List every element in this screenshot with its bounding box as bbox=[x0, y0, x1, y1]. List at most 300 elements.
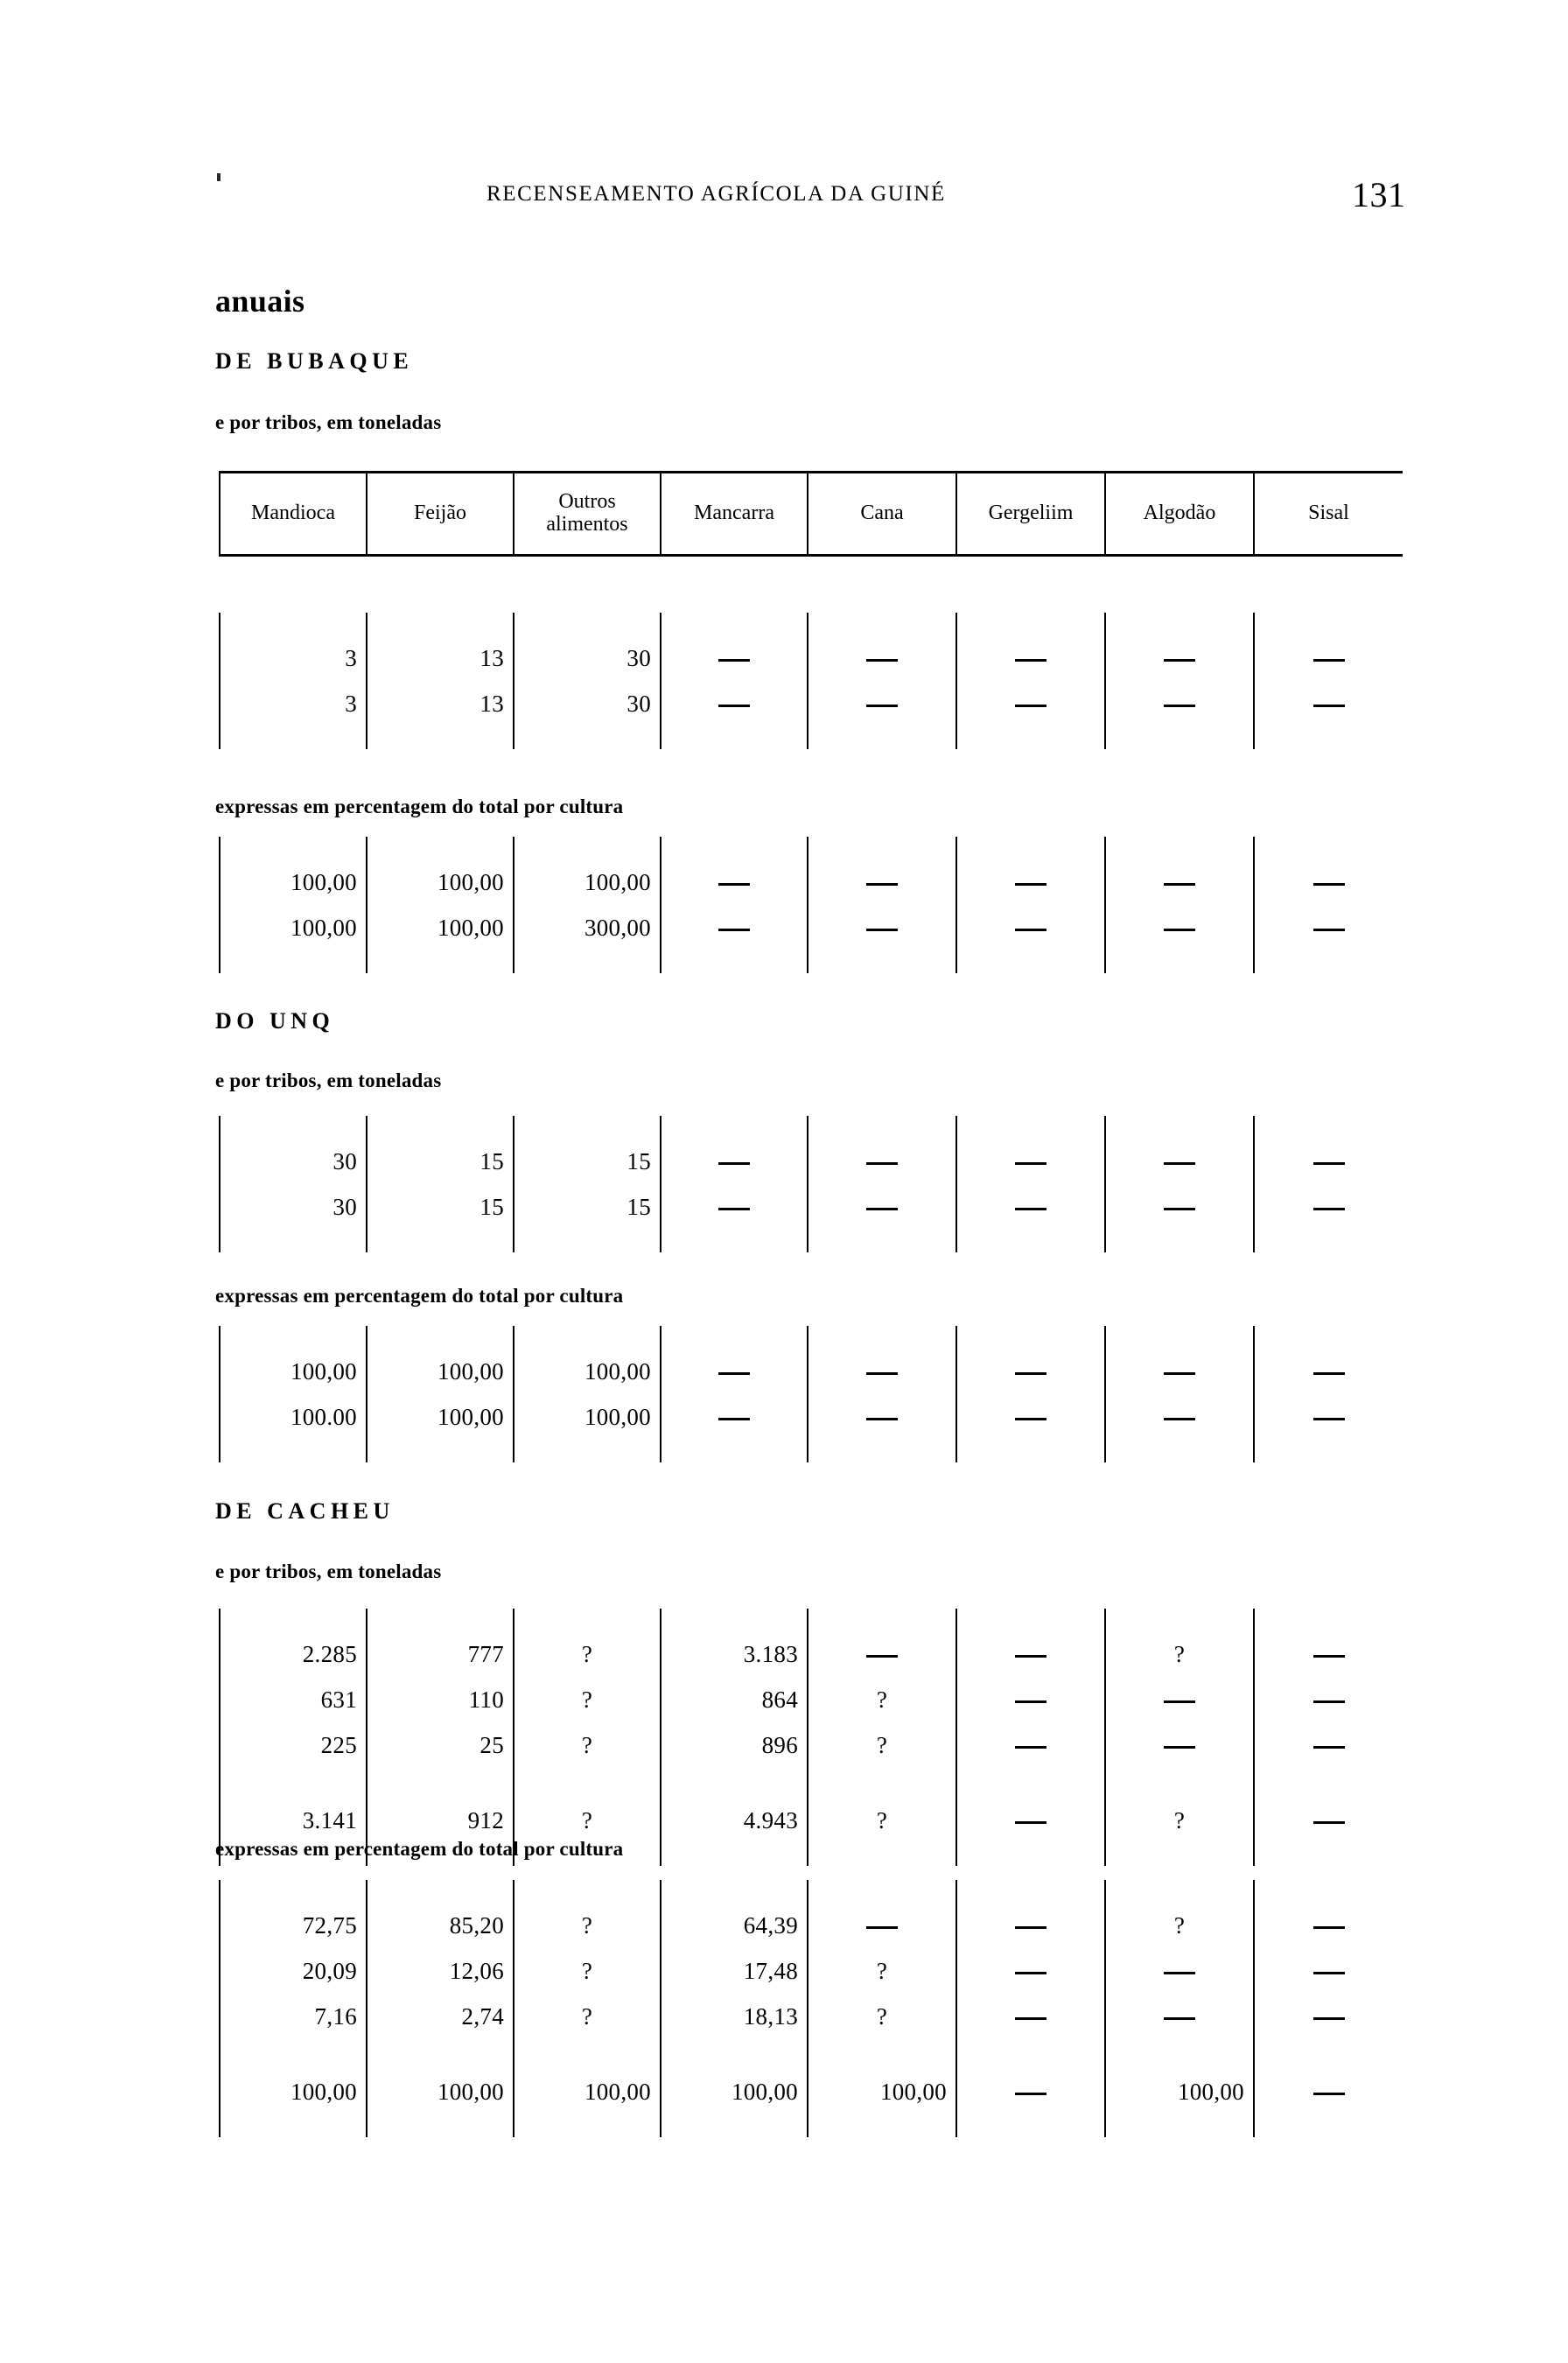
table-pad-row bbox=[220, 1609, 1403, 1631]
column-header-label: Gergeliim bbox=[988, 501, 1074, 525]
dash-icon bbox=[1164, 1746, 1195, 1749]
table-pad-cell bbox=[661, 1609, 808, 1631]
table-pad-cell bbox=[808, 950, 956, 973]
table-cell-value: 100,00 bbox=[367, 1349, 514, 1394]
table-cell-dash bbox=[1254, 859, 1403, 905]
table-row bbox=[220, 1903, 1403, 1948]
dash-icon bbox=[718, 883, 750, 886]
table-pad-cell bbox=[514, 1230, 661, 1252]
table-pad-row bbox=[220, 1230, 1403, 1252]
dash-icon bbox=[1313, 1746, 1345, 1749]
table-cell-dash bbox=[1254, 1349, 1403, 1394]
dash-icon bbox=[1313, 1926, 1345, 1929]
table-cell-unknown bbox=[514, 1994, 661, 2039]
table-cell-unknown bbox=[514, 1631, 661, 1677]
table-cell-dash bbox=[1254, 905, 1403, 950]
table-cell-dash bbox=[1105, 905, 1254, 950]
table-cell-value: 15 bbox=[367, 1184, 514, 1230]
dash-icon bbox=[866, 883, 898, 886]
table-pad-cell bbox=[661, 726, 808, 749]
table-cell-dash bbox=[661, 635, 808, 681]
table-cell-value: 100,00 bbox=[220, 859, 367, 905]
table-pad-cell bbox=[514, 1880, 661, 1903]
table-cell-value: 30 bbox=[514, 681, 661, 726]
column-header-outros-alimentos bbox=[514, 473, 661, 556]
dash-icon bbox=[1164, 1208, 1195, 1210]
table-pad-cell bbox=[1254, 1609, 1403, 1631]
question-mark-icon: ? bbox=[581, 2002, 593, 2030]
table-spacer-row bbox=[220, 1768, 1403, 1798]
table-pad-row bbox=[220, 613, 1403, 635]
table-pad-cell bbox=[1254, 726, 1403, 749]
table-pad-cell bbox=[661, 2114, 808, 2137]
table-row bbox=[220, 905, 1403, 950]
table-cell-dash bbox=[956, 1798, 1105, 1843]
table-cell-value: 30 bbox=[220, 1139, 367, 1184]
table-cell-dash bbox=[956, 1677, 1105, 1722]
page-number: 131 bbox=[1352, 175, 1406, 214]
table-pad-cell bbox=[1105, 613, 1254, 635]
question-mark-icon: ? bbox=[876, 1731, 888, 1758]
table-pad-cell bbox=[367, 726, 514, 749]
table-pad-cell bbox=[220, 1326, 367, 1349]
table-pad-cell bbox=[220, 613, 367, 635]
table-row bbox=[220, 1994, 1403, 2039]
table-cell-value: 4.943 bbox=[661, 1798, 808, 1843]
dash-icon bbox=[866, 1655, 898, 1658]
table-spacer-cell bbox=[808, 1768, 956, 1798]
dash-icon bbox=[1015, 1655, 1046, 1658]
section-heading-cacheu: DE CACHEU bbox=[215, 1498, 395, 1524]
table-pad-cell bbox=[1254, 1326, 1403, 1349]
table-pad-cell bbox=[514, 726, 661, 749]
table-cell-dash bbox=[1105, 1184, 1254, 1230]
dash-icon bbox=[866, 1418, 898, 1420]
column-header-label: Feijão bbox=[414, 501, 466, 525]
subheading-tonnage-unq: e por tribos, em toneladas bbox=[215, 1069, 442, 1091]
table-cell-unknown bbox=[1105, 1903, 1254, 1948]
table-cell-dash bbox=[956, 2069, 1105, 2114]
table-cell-dash bbox=[956, 1184, 1105, 1230]
table-pad-row bbox=[220, 726, 1403, 749]
table-pad-cell bbox=[956, 726, 1105, 749]
table-pad-row bbox=[220, 1116, 1403, 1139]
table-pad-cell bbox=[1254, 613, 1403, 635]
table-pad-cell bbox=[808, 1880, 956, 1903]
table-pad-cell bbox=[956, 1609, 1105, 1631]
table-cell-dash bbox=[1105, 1394, 1254, 1440]
table-cacheu-percentage bbox=[219, 1880, 1403, 2137]
table-spacer-cell bbox=[956, 2039, 1105, 2069]
table-pad-cell bbox=[1105, 1230, 1254, 1252]
table-cell-dash bbox=[808, 1903, 956, 1948]
table-spacer-cell bbox=[514, 2039, 661, 2069]
table-cell-value: 100,00 bbox=[1105, 2069, 1254, 2114]
table-cell-dash bbox=[1105, 1677, 1254, 1722]
table-spacer-cell bbox=[367, 2039, 514, 2069]
table-pad-cell bbox=[661, 1440, 808, 1462]
table-pad-cell bbox=[367, 613, 514, 635]
running-head-title: RECENSEAMENTO AGRÍCOLA DA GUINÉ bbox=[486, 182, 946, 206]
dash-icon bbox=[866, 705, 898, 707]
table-pad-cell bbox=[367, 1880, 514, 1903]
table-spacer-cell bbox=[514, 1768, 661, 1798]
table-cell-value: 100,00 bbox=[514, 1394, 661, 1440]
dash-icon bbox=[1313, 2093, 1345, 2095]
table-pad-cell bbox=[661, 1116, 808, 1139]
table-pad-cell bbox=[808, 2114, 956, 2137]
table-cell-dash bbox=[956, 1139, 1105, 1184]
table-cell-dash bbox=[1254, 1631, 1403, 1677]
table-cell-dash bbox=[1105, 1722, 1254, 1768]
dash-icon bbox=[718, 659, 750, 662]
table-row bbox=[220, 1349, 1403, 1394]
table-pad-cell bbox=[1254, 1843, 1403, 1866]
question-mark-icon: ? bbox=[581, 1731, 593, 1758]
table-cell-unknown bbox=[808, 1948, 956, 1994]
table-pad-cell bbox=[1105, 1116, 1254, 1139]
table-pad-cell bbox=[1105, 1843, 1254, 1866]
table-pad-cell bbox=[1254, 837, 1403, 859]
table-cell-dash bbox=[1254, 1722, 1403, 1768]
subheading-percentage-cacheu: expressas em percentagem do total por cultura bbox=[215, 1838, 624, 1860]
table-cell-value: 896 bbox=[661, 1722, 808, 1768]
table-cell-dash bbox=[1105, 1139, 1254, 1184]
column-header-sisal bbox=[1254, 473, 1403, 556]
table-cell-value: 100,00 bbox=[514, 1349, 661, 1394]
dash-icon bbox=[718, 929, 750, 931]
table-cell-value: 2,74 bbox=[367, 1994, 514, 2039]
table-cell-unknown bbox=[1105, 1798, 1254, 1843]
table-pad-cell bbox=[661, 837, 808, 859]
table-cell-value: 25 bbox=[367, 1722, 514, 1768]
dash-icon bbox=[1015, 705, 1046, 707]
table-cell-value: 100,00 bbox=[808, 2069, 956, 2114]
table-cell-value: 300,00 bbox=[514, 905, 661, 950]
table-cell-value: 17,48 bbox=[661, 1948, 808, 1994]
dash-icon bbox=[866, 1208, 898, 1210]
table-row bbox=[220, 1798, 1403, 1843]
table-cell-value: 15 bbox=[514, 1139, 661, 1184]
table-row bbox=[220, 635, 1403, 681]
dash-icon bbox=[1313, 929, 1345, 931]
table-pad-cell bbox=[367, 1116, 514, 1139]
table-pad-cell bbox=[808, 1609, 956, 1631]
table-pad-cell bbox=[661, 950, 808, 973]
dash-icon bbox=[866, 1926, 898, 1929]
table-pad-cell bbox=[514, 2114, 661, 2137]
dash-icon bbox=[1313, 1208, 1345, 1210]
table-cell-dash bbox=[1254, 1994, 1403, 2039]
table-cell-dash bbox=[661, 1139, 808, 1184]
table-pad-cell bbox=[956, 1843, 1105, 1866]
table-row bbox=[220, 1394, 1403, 1440]
table-pad-cell bbox=[956, 1880, 1105, 1903]
table-cell-unknown bbox=[514, 1948, 661, 1994]
table-cell-dash bbox=[808, 1349, 956, 1394]
table-pad-cell bbox=[220, 1880, 367, 1903]
dash-icon bbox=[1313, 1162, 1345, 1165]
table-cell-dash bbox=[956, 1349, 1105, 1394]
table-cell-value: 72,75 bbox=[220, 1903, 367, 1948]
table-pad-cell bbox=[514, 1326, 661, 1349]
table-cell-value: 100,00 bbox=[367, 2069, 514, 2114]
column-header-label: Sisal bbox=[1308, 501, 1349, 525]
table-pad-cell bbox=[956, 1440, 1105, 1462]
dash-icon bbox=[718, 1162, 750, 1165]
table-cell-dash bbox=[956, 1903, 1105, 1948]
table-pad-cell bbox=[1254, 1440, 1403, 1462]
table-cell-dash bbox=[661, 1394, 808, 1440]
dash-icon bbox=[866, 1162, 898, 1165]
table-pad-cell bbox=[956, 1116, 1105, 1139]
table-spacer-cell bbox=[1254, 2039, 1403, 2069]
table-cell-value: 64,39 bbox=[661, 1903, 808, 1948]
table-cell-dash bbox=[1105, 1349, 1254, 1394]
question-mark-icon: ? bbox=[876, 1686, 888, 1713]
table-cell-value: 3 bbox=[220, 681, 367, 726]
question-mark-icon: ? bbox=[876, 1806, 888, 1834]
table-unq-tonnage bbox=[219, 1116, 1403, 1252]
table-pad-cell bbox=[808, 1440, 956, 1462]
table-cell-value: 912 bbox=[367, 1798, 514, 1843]
question-mark-icon: ? bbox=[581, 1806, 593, 1834]
dash-icon bbox=[718, 705, 750, 707]
table-pad-cell bbox=[661, 613, 808, 635]
scan-speck bbox=[217, 173, 220, 181]
question-mark-icon: ? bbox=[581, 1911, 593, 1939]
table-cell-dash bbox=[956, 1994, 1105, 2039]
table-cell-dash bbox=[1254, 1184, 1403, 1230]
table-cell-unknown bbox=[808, 1722, 956, 1768]
table-pad-cell bbox=[220, 950, 367, 973]
dash-icon bbox=[1015, 2017, 1046, 2020]
table-pad-cell bbox=[956, 1326, 1105, 1349]
table-cell-dash bbox=[1254, 2069, 1403, 2114]
table-pad-cell bbox=[220, 1116, 367, 1139]
table-cell-value: 30 bbox=[514, 635, 661, 681]
dash-icon bbox=[1164, 2017, 1195, 2020]
table-pad-cell bbox=[956, 950, 1105, 973]
column-header-feijao bbox=[367, 473, 514, 556]
column-header-label: Mancarra bbox=[694, 501, 774, 525]
table-cell-value: 100,00 bbox=[220, 2069, 367, 2114]
column-header-label: Cana bbox=[860, 501, 904, 525]
table-cell-dash bbox=[808, 1139, 956, 1184]
table-cell-dash bbox=[956, 1722, 1105, 1768]
table-spacer-cell bbox=[956, 1768, 1105, 1798]
table-bubaque-percentage bbox=[219, 837, 1403, 973]
table-spacer-cell bbox=[1105, 1768, 1254, 1798]
table-pad-cell bbox=[220, 726, 367, 749]
dash-icon bbox=[1164, 659, 1195, 662]
table-pad-cell bbox=[367, 1326, 514, 1349]
dash-icon bbox=[1015, 1746, 1046, 1749]
table-cell-value: 18,13 bbox=[661, 1994, 808, 2039]
dash-icon bbox=[1015, 659, 1046, 662]
table-pad-cell bbox=[956, 613, 1105, 635]
table-cacheu-tonnage bbox=[219, 1609, 1403, 1866]
table-pad-cell bbox=[367, 1609, 514, 1631]
table-pad-cell bbox=[956, 2114, 1105, 2137]
dash-icon bbox=[1015, 1162, 1046, 1165]
table-header-row bbox=[220, 473, 1403, 556]
subheading-tonnage-cacheu: e por tribos, em toneladas bbox=[215, 1560, 442, 1582]
table-cell-dash bbox=[661, 1349, 808, 1394]
table-row bbox=[220, 1139, 1403, 1184]
page-title: anuais bbox=[215, 284, 305, 319]
table-row bbox=[220, 1722, 1403, 1768]
table-cell-value: 777 bbox=[367, 1631, 514, 1677]
dash-icon bbox=[1015, 883, 1046, 886]
table-cell-value: 13 bbox=[367, 681, 514, 726]
table-pad-cell bbox=[367, 950, 514, 973]
table-cell-dash bbox=[1254, 681, 1403, 726]
table-pad-cell bbox=[808, 1843, 956, 1866]
table-cell-dash bbox=[661, 859, 808, 905]
subheading-percentage-bubaque: expressas em percentagem do total por cultura bbox=[215, 796, 624, 817]
table-pad-cell bbox=[808, 1116, 956, 1139]
table-cell-dash bbox=[1105, 1994, 1254, 2039]
table-pad-cell bbox=[808, 726, 956, 749]
table-pad-cell bbox=[956, 1230, 1105, 1252]
table-cell-value: 100,00 bbox=[367, 1394, 514, 1440]
table-cell-value: 100,00 bbox=[220, 905, 367, 950]
dash-icon bbox=[1164, 1418, 1195, 1420]
table-cell-value: 85,20 bbox=[367, 1903, 514, 1948]
table-spacer-cell bbox=[1254, 1768, 1403, 1798]
table-cell-value: 225 bbox=[220, 1722, 367, 1768]
dash-icon bbox=[1015, 1700, 1046, 1703]
dash-icon bbox=[718, 1208, 750, 1210]
dash-icon bbox=[1015, 1208, 1046, 1210]
dash-icon bbox=[1313, 1972, 1345, 1974]
table-cell-unknown bbox=[514, 1722, 661, 1768]
table-pad-cell bbox=[367, 837, 514, 859]
table-row bbox=[220, 681, 1403, 726]
question-mark-icon: ? bbox=[1173, 1911, 1186, 1939]
table-cell-unknown bbox=[808, 1677, 956, 1722]
table-pad-cell bbox=[514, 837, 661, 859]
table-pad-cell bbox=[367, 1230, 514, 1252]
table-pad-row bbox=[220, 1326, 1403, 1349]
table-pad-cell bbox=[661, 1230, 808, 1252]
column-header-cana bbox=[808, 473, 956, 556]
table-cell-value: 100,00 bbox=[220, 1349, 367, 1394]
table-spacer-cell bbox=[367, 1768, 514, 1798]
table-pad-row bbox=[220, 950, 1403, 973]
dash-icon bbox=[1164, 1972, 1195, 1974]
table-cell-dash bbox=[1254, 1903, 1403, 1948]
table-cell-unknown bbox=[514, 1677, 661, 1722]
dash-icon bbox=[1313, 659, 1345, 662]
table-cell-dash bbox=[1254, 635, 1403, 681]
dash-icon bbox=[1164, 1700, 1195, 1703]
table-cell-dash bbox=[1254, 1948, 1403, 1994]
table-column-headers bbox=[219, 471, 1403, 557]
table-cell-unknown bbox=[514, 1903, 661, 1948]
dash-icon bbox=[1313, 705, 1345, 707]
table-cell-dash bbox=[956, 905, 1105, 950]
table-pad-cell bbox=[808, 837, 956, 859]
dash-icon bbox=[1313, 1655, 1345, 1658]
table-pad-row bbox=[220, 1880, 1403, 1903]
table-cell-value: 3 bbox=[220, 635, 367, 681]
table-cell-value: 100,00 bbox=[514, 2069, 661, 2114]
table-spacer-row bbox=[220, 2039, 1403, 2069]
column-header-label-line1: Outros bbox=[558, 490, 616, 514]
dash-icon bbox=[1015, 1926, 1046, 1929]
column-header-label: Algodão bbox=[1143, 501, 1216, 525]
column-header-mancarra bbox=[661, 473, 808, 556]
table-cell-value: 13 bbox=[367, 635, 514, 681]
table-row bbox=[220, 1184, 1403, 1230]
table-cell-value: 20,09 bbox=[220, 1948, 367, 1994]
dash-icon bbox=[1015, 1372, 1046, 1375]
table-row bbox=[220, 1948, 1403, 1994]
table-pad-cell bbox=[514, 613, 661, 635]
table-bubaque-tonnage bbox=[219, 613, 1403, 749]
table-pad-cell bbox=[956, 837, 1105, 859]
column-header-gergeliim bbox=[956, 473, 1105, 556]
table-pad-row bbox=[220, 837, 1403, 859]
table-row bbox=[220, 2069, 1403, 2114]
table-pad-row bbox=[220, 1440, 1403, 1462]
table-cell-dash bbox=[661, 681, 808, 726]
table-cell-dash bbox=[1254, 1798, 1403, 1843]
table-pad-cell bbox=[1105, 2114, 1254, 2137]
table-row bbox=[220, 859, 1403, 905]
dash-icon bbox=[1164, 883, 1195, 886]
question-mark-icon: ? bbox=[876, 2002, 888, 2030]
table-cell-dash bbox=[808, 1394, 956, 1440]
table-pad-row bbox=[220, 2114, 1403, 2137]
table-cell-value: 631 bbox=[220, 1677, 367, 1722]
section-heading-unq: DO UNQ bbox=[215, 1008, 335, 1034]
dash-icon bbox=[1313, 1372, 1345, 1375]
table-pad-cell bbox=[1105, 837, 1254, 859]
table-spacer-cell bbox=[661, 1768, 808, 1798]
table-pad-cell bbox=[808, 613, 956, 635]
dash-icon bbox=[1313, 1418, 1345, 1420]
table-cell-value: 864 bbox=[661, 1677, 808, 1722]
table-cell-value: 15 bbox=[514, 1184, 661, 1230]
table-row bbox=[220, 1631, 1403, 1677]
table-cell-dash bbox=[956, 859, 1105, 905]
table-pad-cell bbox=[220, 1230, 367, 1252]
dash-icon bbox=[1015, 929, 1046, 931]
table-pad-cell bbox=[661, 1843, 808, 1866]
table-cell-unknown bbox=[514, 1798, 661, 1843]
table-cell-dash bbox=[808, 859, 956, 905]
question-mark-icon: ? bbox=[1173, 1640, 1186, 1667]
table-cell-dash bbox=[661, 1184, 808, 1230]
dash-icon bbox=[1015, 1821, 1046, 1824]
table-cell-dash bbox=[1105, 859, 1254, 905]
table-pad-cell bbox=[1105, 1880, 1254, 1903]
table-pad-cell bbox=[367, 2114, 514, 2137]
table-cell-dash bbox=[956, 1948, 1105, 1994]
table-cell-dash bbox=[808, 1631, 956, 1677]
table-pad-cell bbox=[367, 1440, 514, 1462]
question-mark-icon: ? bbox=[581, 1957, 593, 1984]
table-cell-dash bbox=[661, 905, 808, 950]
table-cell-value: 3.183 bbox=[661, 1631, 808, 1677]
table-spacer-cell bbox=[220, 1768, 367, 1798]
table-pad-cell bbox=[808, 1326, 956, 1349]
table-cell-value: 100.00 bbox=[220, 1394, 367, 1440]
dash-icon bbox=[866, 929, 898, 931]
